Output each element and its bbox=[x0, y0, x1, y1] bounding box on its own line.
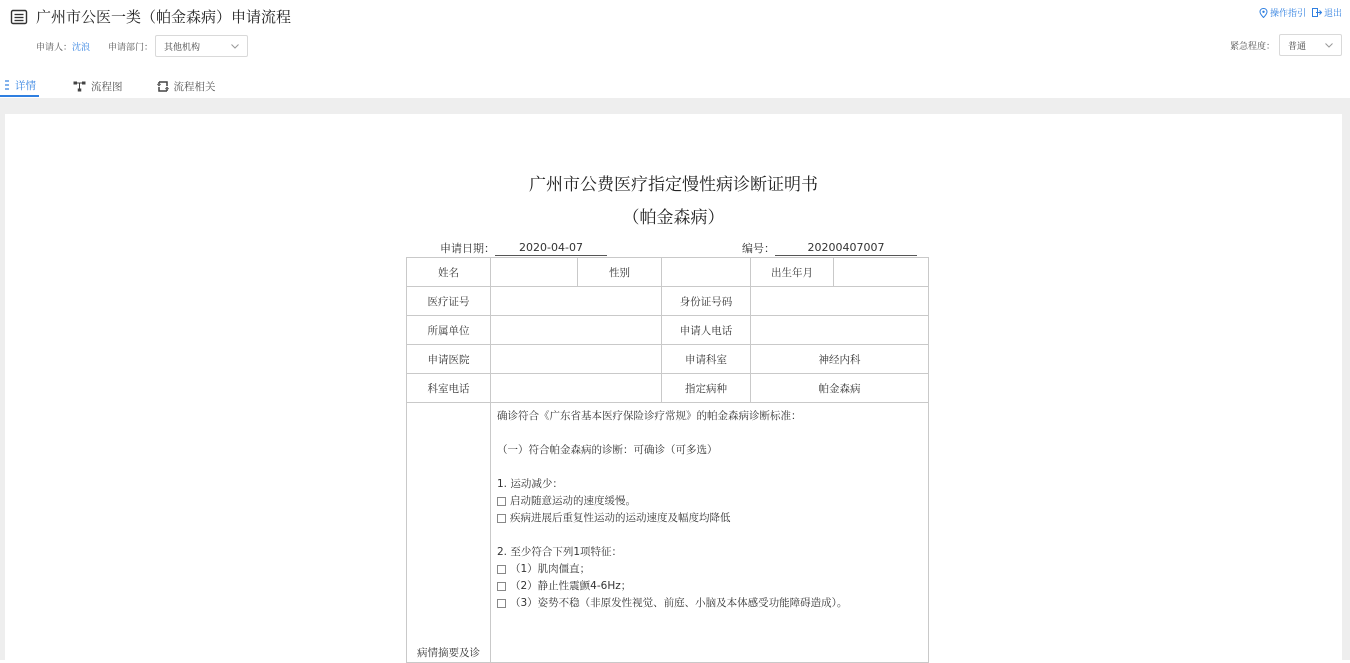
dept-select[interactable] bbox=[155, 35, 248, 57]
item2-option-3[interactable] bbox=[497, 595, 922, 612]
form-table bbox=[406, 257, 929, 663]
medical-no-label: 医疗证号 bbox=[407, 287, 491, 316]
gender-label: 性别 bbox=[578, 258, 662, 287]
guide-link-label: 操作指引 bbox=[1269, 9, 1306, 19]
tab-flowchart[interactable] bbox=[73, 75, 123, 97]
item2-option-1[interactable] bbox=[497, 561, 922, 578]
department-label: 申请科室 bbox=[662, 345, 751, 374]
meta-row bbox=[36, 35, 248, 57]
id-label: 身份证号码 bbox=[662, 287, 751, 316]
top-links bbox=[1253, 6, 1342, 19]
table-row bbox=[407, 316, 929, 345]
dept-select-value: 其他机构 bbox=[164, 42, 201, 53]
table-row bbox=[407, 258, 929, 287]
number-row bbox=[742, 240, 917, 256]
disease-label: 指定病种 bbox=[662, 374, 751, 403]
tab-related-label: 流程相关 bbox=[173, 80, 216, 93]
name-field[interactable] bbox=[491, 258, 578, 287]
urgency-row bbox=[1230, 34, 1342, 56]
table-row bbox=[407, 374, 929, 403]
hospital-label: 申请医院 bbox=[407, 345, 491, 374]
page-title: 广州市公医一类（帕金森病）申请流程 bbox=[36, 8, 292, 26]
location-pin-icon bbox=[1259, 8, 1268, 18]
department-value: 神经内科 bbox=[751, 345, 929, 374]
dept-label: 申请部门： bbox=[108, 42, 154, 53]
dept-phone-field[interactable] bbox=[491, 374, 662, 403]
summary-label: 病情摘要及诊 bbox=[407, 403, 491, 663]
tab-flowchart-label: 流程图 bbox=[91, 80, 123, 93]
hospital-field[interactable] bbox=[491, 345, 662, 374]
medical-no-field[interactable] bbox=[491, 287, 662, 316]
phone-field[interactable] bbox=[751, 316, 929, 345]
chevron-down-icon bbox=[1325, 43, 1333, 48]
item1-title: 1. 运动减少： bbox=[497, 478, 563, 490]
option-label: 启动随意运动的速度缓慢。 bbox=[510, 495, 636, 507]
phone-label: 申请人电话 bbox=[662, 316, 751, 345]
option-label: （3）姿势不稳（非原发性视觉、前庭、小脑及本体感受功能障碍造成）。 bbox=[510, 597, 848, 609]
header bbox=[0, 0, 1350, 98]
guide-link[interactable] bbox=[1259, 6, 1306, 19]
date-value: 2020-04-07 bbox=[495, 241, 607, 256]
tab-details[interactable] bbox=[0, 75, 39, 97]
option-label: （2）静止性震颤4-6Hz； bbox=[510, 580, 632, 592]
checkbox[interactable] bbox=[497, 599, 506, 608]
summary-cell bbox=[491, 403, 929, 663]
item2-option-2[interactable] bbox=[497, 578, 922, 595]
unit-label: 所属单位 bbox=[407, 316, 491, 345]
doc-subtitle: （帕金森病） bbox=[622, 208, 725, 228]
option-label: （1）肌肉僵直； bbox=[510, 563, 591, 575]
checkbox[interactable] bbox=[497, 514, 506, 523]
unit-field[interactable] bbox=[491, 316, 662, 345]
id-field[interactable] bbox=[751, 287, 929, 316]
name-label: 姓名 bbox=[407, 258, 491, 287]
summary-section-1: （一）符合帕金森病的诊断：可确诊（可多选） bbox=[497, 444, 718, 456]
table-row bbox=[407, 345, 929, 374]
logout-icon bbox=[1312, 8, 1322, 17]
gender-field[interactable] bbox=[662, 258, 751, 287]
birth-label: 出生年月 bbox=[751, 258, 834, 287]
birth-field[interactable] bbox=[834, 258, 929, 287]
urgency-select-value: 普通 bbox=[1288, 41, 1307, 52]
document-paper bbox=[5, 114, 1342, 660]
list-icon bbox=[4, 80, 10, 90]
item1-option-1[interactable] bbox=[497, 493, 922, 510]
urgency-label: 紧急程度： bbox=[1229, 41, 1275, 52]
table-row bbox=[407, 403, 929, 663]
loop-icon bbox=[157, 81, 169, 92]
table-row bbox=[407, 287, 929, 316]
summary-intro: 确诊符合《广东省基本医疗保险诊疗常规》的帕金森病诊断标准： bbox=[497, 410, 802, 422]
flowchart-icon bbox=[73, 81, 86, 92]
tab-bar bbox=[0, 75, 250, 97]
document-list-icon bbox=[10, 8, 28, 26]
disease-value: 帕金森病 bbox=[751, 374, 929, 403]
doc-title: 广州市公费医疗指定慢性病诊断证明书 bbox=[529, 175, 818, 195]
tab-details-label: 详情 bbox=[15, 79, 36, 92]
checkbox[interactable] bbox=[497, 582, 506, 591]
chevron-down-icon bbox=[231, 44, 239, 49]
date-label: 申请日期： bbox=[440, 242, 495, 255]
number-value: 20200407007 bbox=[775, 241, 917, 256]
item1-option-2[interactable] bbox=[497, 510, 922, 527]
date-row bbox=[440, 240, 607, 256]
title-row bbox=[10, 6, 291, 27]
tab-related[interactable] bbox=[157, 75, 216, 97]
logout-link-label: 退出 bbox=[1323, 9, 1342, 19]
checkbox[interactable] bbox=[497, 497, 506, 506]
applicant-label: 申请人： bbox=[36, 42, 73, 53]
number-label: 编号： bbox=[742, 242, 775, 255]
dept-phone-label: 科室电话 bbox=[407, 374, 491, 403]
item2-title: 2. 至少符合下列1项特征： bbox=[497, 546, 623, 558]
option-label: 疾病进展后重复性运动的运动速度及幅度均降低 bbox=[510, 512, 731, 524]
checkbox[interactable] bbox=[497, 565, 506, 574]
urgency-select[interactable] bbox=[1279, 34, 1342, 56]
logout-link[interactable] bbox=[1312, 6, 1342, 19]
applicant-name[interactable]: 沈浪 bbox=[72, 42, 91, 53]
